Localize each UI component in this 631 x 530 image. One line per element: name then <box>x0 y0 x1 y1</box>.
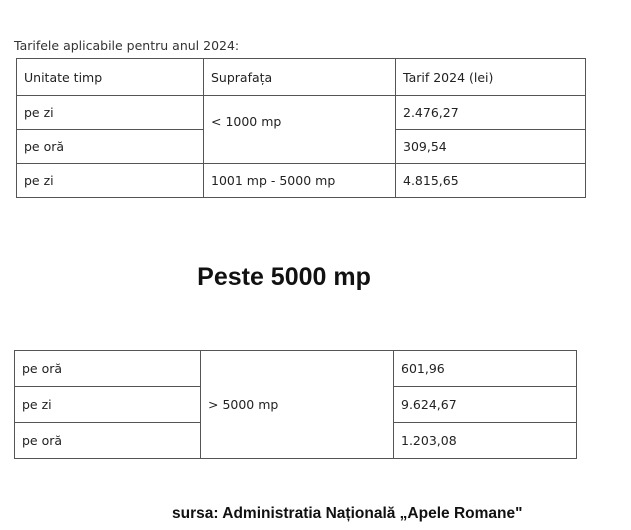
table-caption: Tarifele aplicabile pentru anul 2024: <box>14 38 240 53</box>
tariff-table-upto-5000 <box>16 58 586 198</box>
tariff-table-over-5000 <box>14 350 577 459</box>
cell-time-unit: pe oră <box>15 351 201 387</box>
table-row <box>15 351 577 387</box>
cell-tariff: 9.624,67 <box>394 387 577 423</box>
cell-tariff: 4.815,65 <box>396 164 586 198</box>
cell-time-unit: pe zi <box>17 96 204 130</box>
header-area: Suprafața <box>204 59 396 96</box>
header-time-unit: Unitate timp <box>17 59 204 96</box>
header-tariff: Tarif 2024 (lei) <box>396 59 586 96</box>
cell-area: < 1000 mp <box>204 96 396 164</box>
cell-tariff: 1.203,08 <box>394 423 577 459</box>
cell-area: > 5000 mp <box>201 351 394 459</box>
table-row <box>17 164 586 198</box>
cell-tariff: 309,54 <box>396 130 586 164</box>
table-row <box>17 96 586 130</box>
cell-time-unit: pe zi <box>17 164 204 198</box>
cell-time-unit: pe zi <box>15 387 201 423</box>
cell-tariff: 601,96 <box>394 351 577 387</box>
section-heading: Peste 5000 mp <box>197 263 371 291</box>
cell-tariff: 2.476,27 <box>396 96 586 130</box>
cell-area: 1001 mp - 5000 mp <box>204 164 396 198</box>
source-credit: sursa: Administratia Națională „Apele Romane" <box>172 505 523 522</box>
cell-time-unit: pe oră <box>17 130 204 164</box>
cell-time-unit: pe oră <box>15 423 201 459</box>
table-header-row <box>17 59 586 96</box>
